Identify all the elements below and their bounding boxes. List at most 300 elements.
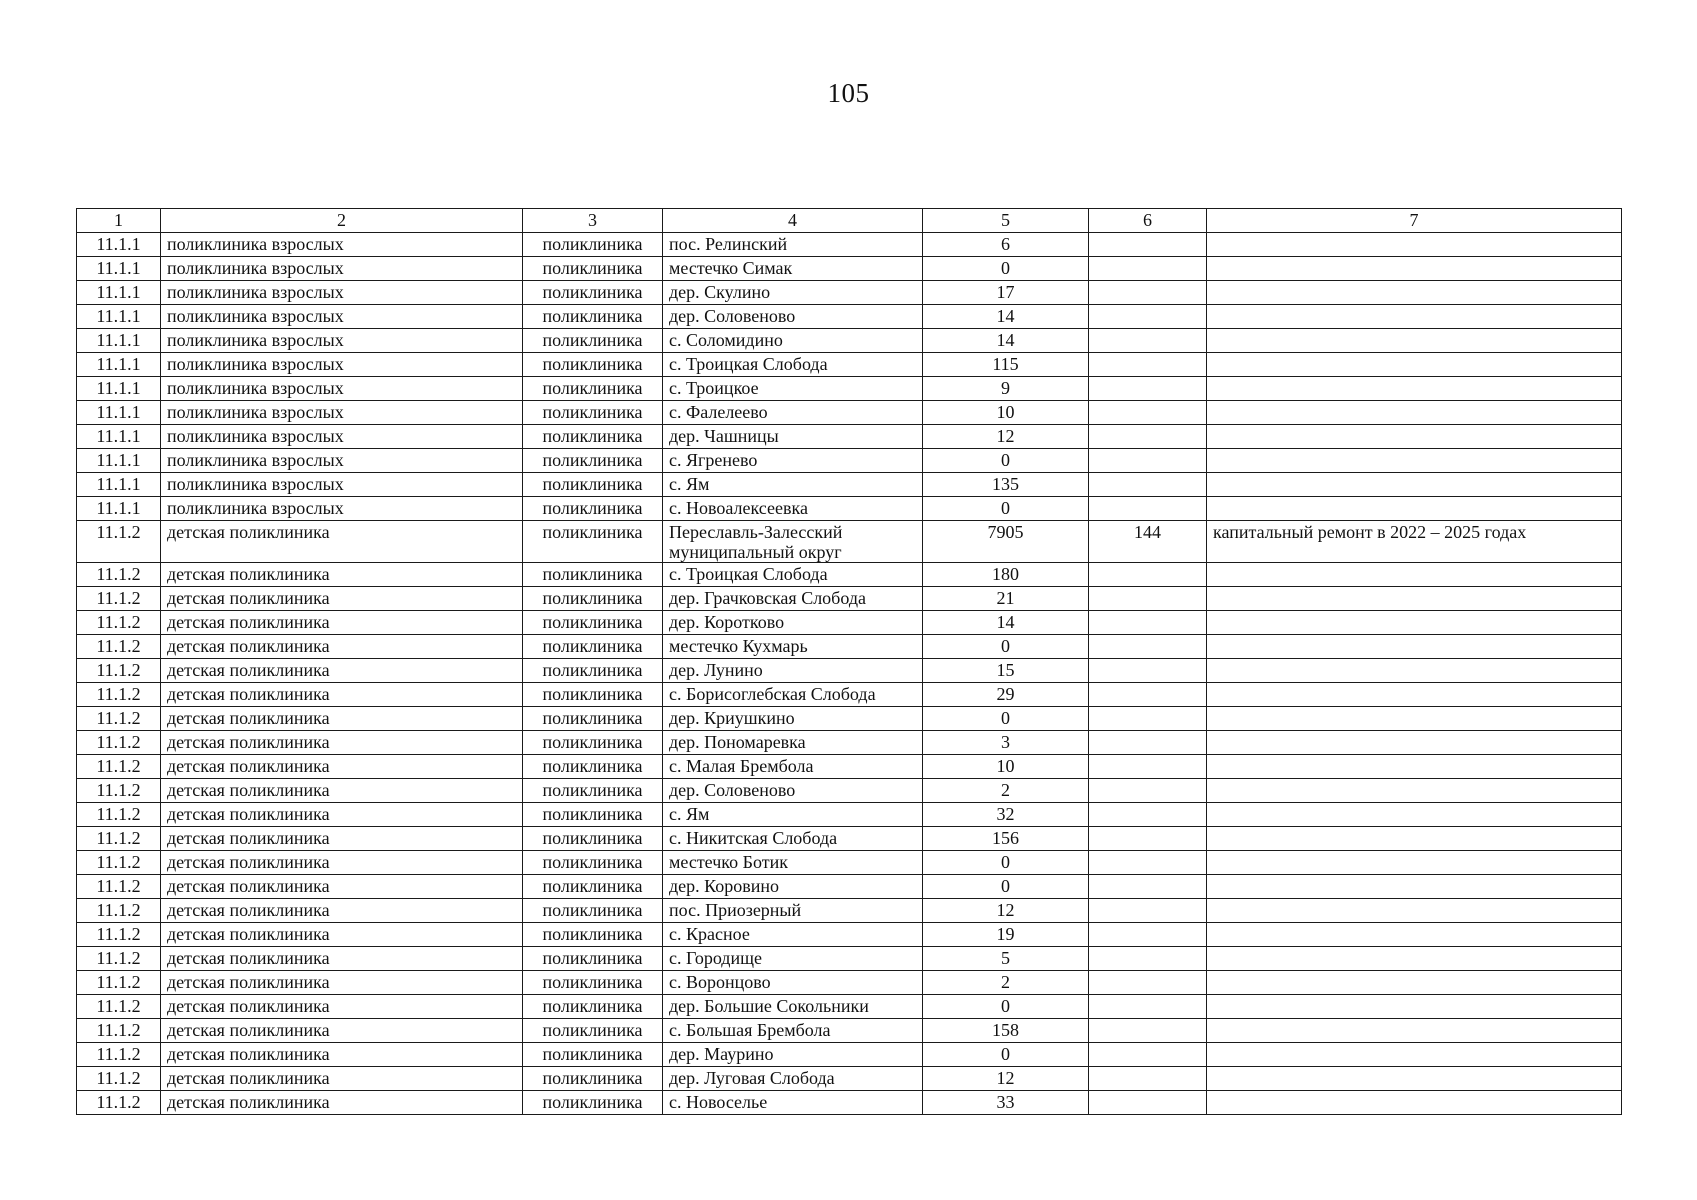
capacity-value: 3 (923, 731, 1089, 755)
capacity-value: 12 (923, 425, 1089, 449)
row-code: 11.1.1 (77, 377, 161, 401)
extra-value (1089, 401, 1207, 425)
column-header: 5 (923, 209, 1089, 233)
extra-value (1089, 563, 1207, 587)
extra-value (1089, 971, 1207, 995)
settlement: с. Воронцово (663, 971, 923, 995)
row-code: 11.1.1 (77, 257, 161, 281)
table-body (77, 233, 1622, 1115)
facility-category: поликлиника (523, 257, 663, 281)
table-row (77, 497, 1622, 521)
facility-category: поликлиника (523, 971, 663, 995)
settlement: с. Соломидино (663, 329, 923, 353)
facility-category: поликлиника (523, 947, 663, 971)
extra-value (1089, 851, 1207, 875)
column-header: 1 (77, 209, 161, 233)
facility-category: поликлиника (523, 449, 663, 473)
capacity-value: 32 (923, 803, 1089, 827)
extra-value (1089, 995, 1207, 1019)
row-code: 11.1.2 (77, 899, 161, 923)
column-header: 4 (663, 209, 923, 233)
row-code: 11.1.1 (77, 449, 161, 473)
extra-value (1089, 611, 1207, 635)
extra-value (1089, 353, 1207, 377)
extra-value (1089, 305, 1207, 329)
extra-value (1089, 425, 1207, 449)
facility-type: поликлиника взрослых (161, 305, 523, 329)
row-code: 11.1.1 (77, 329, 161, 353)
facility-category: поликлиника (523, 731, 663, 755)
settlement: с. Малая Брембола (663, 755, 923, 779)
table-row (77, 377, 1622, 401)
table-row (77, 1019, 1622, 1043)
row-code: 11.1.2 (77, 635, 161, 659)
capacity-value: 10 (923, 401, 1089, 425)
note (1207, 611, 1622, 635)
extra-value (1089, 755, 1207, 779)
settlement: Переславль-Залесский муниципальный округ (663, 521, 923, 563)
table-row (77, 353, 1622, 377)
facility-category: поликлиника (523, 659, 663, 683)
note (1207, 473, 1622, 497)
table-row (77, 707, 1622, 731)
settlement: местечко Симак (663, 257, 923, 281)
facility-category: поликлиника (523, 425, 663, 449)
row-code: 11.1.2 (77, 995, 161, 1019)
capacity-value: 14 (923, 611, 1089, 635)
facility-category: поликлиника (523, 779, 663, 803)
facility-category: поликлиника (523, 827, 663, 851)
note: капитальный ремонт в 2022 – 2025 годах (1207, 521, 1622, 563)
facility-category: поликлиника (523, 281, 663, 305)
row-code: 11.1.2 (77, 875, 161, 899)
note (1207, 1067, 1622, 1091)
capacity-value: 0 (923, 449, 1089, 473)
capacity-value: 19 (923, 923, 1089, 947)
facility-type: поликлиника взрослых (161, 329, 523, 353)
facility-category: поликлиника (523, 803, 663, 827)
settlement: дер. Криушкино (663, 707, 923, 731)
row-code: 11.1.1 (77, 473, 161, 497)
row-code: 11.1.1 (77, 401, 161, 425)
facility-type: поликлиника взрослых (161, 353, 523, 377)
column-header: 3 (523, 209, 663, 233)
settlement: местечко Ботик (663, 851, 923, 875)
extra-value (1089, 473, 1207, 497)
row-code: 11.1.2 (77, 803, 161, 827)
settlement: с. Фалелеево (663, 401, 923, 425)
row-code: 11.1.2 (77, 851, 161, 875)
table-row (77, 521, 1622, 563)
capacity-value: 0 (923, 1043, 1089, 1067)
note (1207, 497, 1622, 521)
facility-type: поликлиника взрослых (161, 257, 523, 281)
facility-type: поликлиника взрослых (161, 449, 523, 473)
note (1207, 233, 1622, 257)
column-header: 7 (1207, 209, 1622, 233)
settlement: с. Ям (663, 803, 923, 827)
note (1207, 659, 1622, 683)
table-row (77, 971, 1622, 995)
capacity-value: 156 (923, 827, 1089, 851)
row-code: 11.1.2 (77, 1067, 161, 1091)
table-row (77, 449, 1622, 473)
note (1207, 947, 1622, 971)
capacity-value: 0 (923, 851, 1089, 875)
facility-category: поликлиника (523, 611, 663, 635)
settlement: дер. Пономаревка (663, 731, 923, 755)
extra-value (1089, 947, 1207, 971)
note (1207, 257, 1622, 281)
note (1207, 377, 1622, 401)
facility-type: поликлиника взрослых (161, 497, 523, 521)
facility-category: поликлиника (523, 377, 663, 401)
note (1207, 563, 1622, 587)
capacity-value: 12 (923, 1067, 1089, 1091)
facility-type: детская поликлиника (161, 851, 523, 875)
capacity-value: 21 (923, 587, 1089, 611)
table-row (77, 281, 1622, 305)
row-code: 11.1.2 (77, 587, 161, 611)
table-row (77, 779, 1622, 803)
note (1207, 635, 1622, 659)
row-code: 11.1.2 (77, 755, 161, 779)
settlement: с. Новоалексеевка (663, 497, 923, 521)
table-row (77, 755, 1622, 779)
page-number: 105 (827, 78, 870, 108)
note (1207, 899, 1622, 923)
facility-category: поликлиника (523, 851, 663, 875)
capacity-value: 17 (923, 281, 1089, 305)
facility-type: детская поликлиника (161, 827, 523, 851)
row-code: 11.1.2 (77, 827, 161, 851)
facility-type: детская поликлиника (161, 683, 523, 707)
settlement: с. Троицкое (663, 377, 923, 401)
settlement: с. Новоселье (663, 1091, 923, 1115)
note (1207, 329, 1622, 353)
facility-category: поликлиника (523, 353, 663, 377)
facility-category: поликлиника (523, 1043, 663, 1067)
capacity-value: 135 (923, 473, 1089, 497)
table-row (77, 587, 1622, 611)
settlement: с. Борисоглебская Слобода (663, 683, 923, 707)
facility-type: детская поликлиника (161, 587, 523, 611)
extra-value (1089, 635, 1207, 659)
row-code: 11.1.2 (77, 563, 161, 587)
header-row (77, 209, 1622, 233)
table-row (77, 401, 1622, 425)
table-row (77, 1067, 1622, 1091)
table-row (77, 425, 1622, 449)
facilities-table (76, 208, 1622, 1115)
facility-category: поликлиника (523, 875, 663, 899)
settlement: дер. Маурино (663, 1043, 923, 1067)
facility-type: детская поликлиника (161, 659, 523, 683)
table-row (77, 233, 1622, 257)
extra-value (1089, 1019, 1207, 1043)
capacity-value: 9 (923, 377, 1089, 401)
table-row (77, 473, 1622, 497)
extra-value (1089, 779, 1207, 803)
extra-value (1089, 875, 1207, 899)
capacity-value: 0 (923, 257, 1089, 281)
settlement: с. Ям (663, 473, 923, 497)
settlement: дер. Большие Сокольники (663, 995, 923, 1019)
facility-category: поликлиника (523, 755, 663, 779)
facility-type: детская поликлиника (161, 1043, 523, 1067)
table-row (77, 635, 1622, 659)
note (1207, 401, 1622, 425)
capacity-value: 158 (923, 1019, 1089, 1043)
extra-value (1089, 731, 1207, 755)
facility-type: поликлиника взрослых (161, 233, 523, 257)
note (1207, 707, 1622, 731)
row-code: 11.1.2 (77, 731, 161, 755)
facility-category: поликлиника (523, 1019, 663, 1043)
capacity-value: 33 (923, 1091, 1089, 1115)
facility-type: поликлиника взрослых (161, 425, 523, 449)
settlement: с. Красное (663, 923, 923, 947)
note (1207, 875, 1622, 899)
row-code: 11.1.2 (77, 707, 161, 731)
settlement: дер. Лунино (663, 659, 923, 683)
capacity-value: 14 (923, 305, 1089, 329)
facility-category: поликлиника (523, 635, 663, 659)
table-row (77, 899, 1622, 923)
extra-value (1089, 257, 1207, 281)
extra-value (1089, 1043, 1207, 1067)
table-row (77, 329, 1622, 353)
settlement: дер. Коротково (663, 611, 923, 635)
table-row (77, 947, 1622, 971)
facility-type: детская поликлиника (161, 875, 523, 899)
facility-type: детская поликлиника (161, 707, 523, 731)
note (1207, 1043, 1622, 1067)
capacity-value: 7905 (923, 521, 1089, 563)
row-code: 11.1.2 (77, 1091, 161, 1115)
settlement: дер. Соловеново (663, 305, 923, 329)
note (1207, 971, 1622, 995)
facility-category: поликлиника (523, 995, 663, 1019)
table-row (77, 305, 1622, 329)
note (1207, 281, 1622, 305)
settlement: дер. Чашницы (663, 425, 923, 449)
row-code: 11.1.1 (77, 497, 161, 521)
table-row (77, 1043, 1622, 1067)
facility-type: детская поликлиника (161, 803, 523, 827)
row-code: 11.1.2 (77, 1019, 161, 1043)
note (1207, 449, 1622, 473)
row-code: 11.1.1 (77, 305, 161, 329)
extra-value (1089, 899, 1207, 923)
row-code: 11.1.2 (77, 779, 161, 803)
extra-value: 144 (1089, 521, 1207, 563)
capacity-value: 0 (923, 635, 1089, 659)
facility-type: детская поликлиника (161, 923, 523, 947)
facility-category: поликлиника (523, 401, 663, 425)
extra-value (1089, 497, 1207, 521)
row-code: 11.1.2 (77, 521, 161, 563)
table-header (77, 209, 1622, 233)
extra-value (1089, 587, 1207, 611)
row-code: 11.1.2 (77, 683, 161, 707)
note (1207, 1019, 1622, 1043)
note (1207, 779, 1622, 803)
settlement: пос. Приозерный (663, 899, 923, 923)
facility-type: детская поликлиника (161, 779, 523, 803)
extra-value (1089, 827, 1207, 851)
note (1207, 305, 1622, 329)
extra-value (1089, 707, 1207, 731)
facility-category: поликлиника (523, 1091, 663, 1115)
extra-value (1089, 659, 1207, 683)
extra-value (1089, 803, 1207, 827)
row-code: 11.1.1 (77, 281, 161, 305)
extra-value (1089, 449, 1207, 473)
note (1207, 851, 1622, 875)
facility-category: поликлиника (523, 899, 663, 923)
settlement: дер. Луговая Слобода (663, 1067, 923, 1091)
extra-value (1089, 683, 1207, 707)
facility-type: детская поликлиника (161, 731, 523, 755)
settlement: с. Ягренево (663, 449, 923, 473)
capacity-value: 115 (923, 353, 1089, 377)
settlement: пос. Релинский (663, 233, 923, 257)
note (1207, 353, 1622, 377)
facility-category: поликлиника (523, 563, 663, 587)
extra-value (1089, 377, 1207, 401)
capacity-value: 14 (923, 329, 1089, 353)
settlement: с. Троицкая Слобода (663, 563, 923, 587)
table-row (77, 851, 1622, 875)
row-code: 11.1.1 (77, 425, 161, 449)
extra-value (1089, 281, 1207, 305)
capacity-value: 0 (923, 497, 1089, 521)
row-code: 11.1.1 (77, 353, 161, 377)
table-row (77, 731, 1622, 755)
table-row (77, 995, 1622, 1019)
settlement: с. Троицкая Слобода (663, 353, 923, 377)
capacity-value: 0 (923, 707, 1089, 731)
table-row (77, 683, 1622, 707)
facility-type: детская поликлиника (161, 1091, 523, 1115)
capacity-value: 180 (923, 563, 1089, 587)
facility-type: детская поликлиника (161, 971, 523, 995)
capacity-value: 6 (923, 233, 1089, 257)
note (1207, 755, 1622, 779)
facility-type: поликлиника взрослых (161, 473, 523, 497)
facility-type: детская поликлиника (161, 899, 523, 923)
note (1207, 923, 1622, 947)
facility-category: поликлиника (523, 497, 663, 521)
facility-category: поликлиника (523, 1067, 663, 1091)
settlement: с. Никитская Слобода (663, 827, 923, 851)
facility-type: детская поликлиника (161, 947, 523, 971)
facility-type: детская поликлиника (161, 521, 523, 563)
note (1207, 803, 1622, 827)
capacity-value: 0 (923, 875, 1089, 899)
row-code: 11.1.2 (77, 1043, 161, 1067)
facility-type: поликлиника взрослых (161, 281, 523, 305)
capacity-value: 2 (923, 971, 1089, 995)
capacity-value: 15 (923, 659, 1089, 683)
table-row (77, 875, 1622, 899)
extra-value (1089, 1067, 1207, 1091)
table-row (77, 659, 1622, 683)
facility-category: поликлиника (523, 587, 663, 611)
settlement: дер. Коровино (663, 875, 923, 899)
settlement: дер. Скулино (663, 281, 923, 305)
settlement: дер. Соловеново (663, 779, 923, 803)
capacity-value: 2 (923, 779, 1089, 803)
table-row (77, 923, 1622, 947)
row-code: 11.1.2 (77, 947, 161, 971)
note (1207, 995, 1622, 1019)
facility-type: поликлиника взрослых (161, 377, 523, 401)
capacity-value: 10 (923, 755, 1089, 779)
facility-type: детская поликлиника (161, 1067, 523, 1091)
capacity-value: 5 (923, 947, 1089, 971)
column-header: 2 (161, 209, 523, 233)
facility-type: детская поликлиника (161, 1019, 523, 1043)
table-row (77, 1091, 1622, 1115)
facility-type: детская поликлиника (161, 635, 523, 659)
note (1207, 827, 1622, 851)
facility-type: детская поликлиника (161, 755, 523, 779)
row-code: 11.1.2 (77, 611, 161, 635)
settlement: с. Большая Брембола (663, 1019, 923, 1043)
extra-value (1089, 1091, 1207, 1115)
facility-category: поликлиника (523, 329, 663, 353)
capacity-value: 29 (923, 683, 1089, 707)
note (1207, 731, 1622, 755)
note (1207, 425, 1622, 449)
extra-value (1089, 923, 1207, 947)
table-row (77, 257, 1622, 281)
facility-category: поликлиника (523, 923, 663, 947)
row-code: 11.1.1 (77, 233, 161, 257)
extra-value (1089, 233, 1207, 257)
facility-type: детская поликлиника (161, 995, 523, 1019)
column-header: 6 (1089, 209, 1207, 233)
note (1207, 587, 1622, 611)
settlement: местечко Кухмарь (663, 635, 923, 659)
note (1207, 1091, 1622, 1115)
capacity-value: 0 (923, 995, 1089, 1019)
facility-type: детская поликлиника (161, 611, 523, 635)
facility-category: поликлиника (523, 305, 663, 329)
row-code: 11.1.2 (77, 923, 161, 947)
note (1207, 683, 1622, 707)
facility-type: детская поликлиника (161, 563, 523, 587)
capacity-value: 12 (923, 899, 1089, 923)
row-code: 11.1.2 (77, 659, 161, 683)
table-row (77, 611, 1622, 635)
facility-category: поликлиника (523, 521, 663, 563)
settlement: с. Городище (663, 947, 923, 971)
row-code: 11.1.2 (77, 971, 161, 995)
table-row (77, 827, 1622, 851)
extra-value (1089, 329, 1207, 353)
facility-category: поликлиника (523, 233, 663, 257)
facility-category: поликлиника (523, 473, 663, 497)
table-row (77, 803, 1622, 827)
settlement: дер. Грачковская Слобода (663, 587, 923, 611)
facility-type: поликлиника взрослых (161, 401, 523, 425)
facility-category: поликлиника (523, 683, 663, 707)
facility-category: поликлиника (523, 707, 663, 731)
table-row (77, 563, 1622, 587)
